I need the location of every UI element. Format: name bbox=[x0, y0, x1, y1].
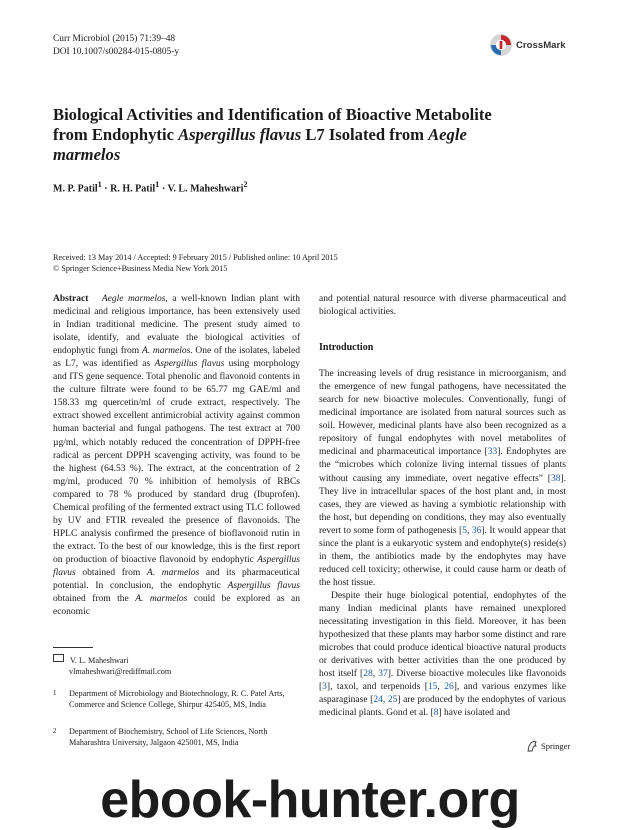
species-name: Aspergillus flavus bbox=[227, 581, 300, 592]
citation-link[interactable]: 5 bbox=[462, 525, 467, 536]
body-text: , bbox=[382, 695, 388, 706]
title-text: Biological Activities and Identification of Bioactive Metabolite from Endophytic bbox=[53, 105, 492, 144]
title-text-2: L7 Isolated from bbox=[301, 125, 429, 144]
crossmark-badge[interactable] bbox=[489, 30, 571, 60]
doi[interactable]: DOI 10.1007/s00284-015-0805-y bbox=[53, 46, 180, 57]
abstract-heading: Abstract bbox=[53, 294, 89, 304]
affiliation-1 bbox=[53, 688, 300, 710]
body-text: ] have isolated and bbox=[438, 708, 511, 719]
affiliation-number: 1 bbox=[53, 690, 57, 697]
citation-link[interactable]: 8 bbox=[433, 708, 439, 719]
author-affiliation-mark: 2 bbox=[243, 180, 248, 189]
species-name: A. marmelos. bbox=[141, 346, 193, 357]
author-affiliation-mark: 1 bbox=[155, 180, 160, 189]
section-heading-introduction: Introduction bbox=[319, 342, 374, 354]
abstract-text: One of the isolates, labeled as L7, was identified as bbox=[53, 346, 301, 370]
title-species: Aspergillus flavus bbox=[178, 125, 302, 144]
body-text: , bbox=[437, 682, 445, 693]
body-text: ], taxol, and terpenoids [ bbox=[326, 682, 428, 693]
crossmark-icon bbox=[489, 33, 513, 57]
title-plant: Aegle marmelos bbox=[53, 125, 467, 164]
body-paragraph bbox=[319, 590, 566, 720]
abstract-text: could be explored as an economic bbox=[53, 594, 300, 618]
author-separator: · bbox=[159, 183, 168, 195]
affiliation-text: Department of Biochemistry, School of Life Sciences, North Maharashtra University, Jalgaon 425001, MS, India bbox=[69, 727, 268, 747]
abstract-text: and its pharmaceutical potential. In conclusion, the endophytic bbox=[53, 567, 300, 592]
abstract-text: a well-known Indian plant with medicinal and religious importance, has been extensively used in Indian traditional medicine. The present study aimed to isolate, identify, and evaluate the biological activities of endophytic fungi from bbox=[53, 294, 300, 357]
body-text: , bbox=[466, 525, 472, 536]
article-history bbox=[53, 252, 338, 274]
citation-link[interactable]: 15 bbox=[427, 682, 438, 693]
body-text: ]. Endophytes are the “microbes which colonize living internal tissues of plants without causing any immediate, overt negative effects” [ bbox=[319, 447, 566, 484]
crossmark-label: CrossMark bbox=[516, 39, 566, 51]
body-text: ], and various enzymes like asparaginase [ bbox=[319, 682, 567, 706]
author-affiliation-mark: 1 bbox=[97, 180, 102, 189]
body-paragraph bbox=[319, 368, 566, 590]
abstract-text: obtained from bbox=[75, 567, 147, 578]
citation-link[interactable]: 37 bbox=[378, 669, 388, 680]
citation-link[interactable]: 38 bbox=[550, 473, 561, 484]
correspondence-note bbox=[53, 655, 300, 677]
copyright-line: © Springer Science+Business Media New York 2015 bbox=[53, 264, 228, 273]
corresponding-author: V. L. Maheshwari bbox=[70, 656, 129, 665]
author-email[interactable]: vlmaheshwari@rediffmail.com bbox=[69, 667, 172, 676]
abstract-text: using morphology and ITS gene sequence. Total phenolic and flavonoid contents in the culture filtrate were found to be 65.77 mg GAE/ml and 158.33 mg quercetin/ml of crude extract, respectively. The extract showed excellent antimicrobial activity against common human bacterial and fungal pathogens. The test extract at 700 µg/ml, which notably reduced the concentration of DPPH-free radical as percent DPPH scavenging activity, was found to be the highest (64.53 %). The extract, at the concentration of 2 mg/ml, produced 70 % inhibition of hemolysis of RBCs compared to 78 % produced by standard drug (Ibuprofen). Chemical profiling of the fermented extract using TLC followed by UV and FTIR revealed the presence of flavonoids. The HPLC analysis confirmed the presence of bioflavonoid rutin in the extract. To the best of our knowledge, this is the first report on production of bioactive flavonoid by endophytic bbox=[53, 359, 300, 565]
citation-link[interactable]: 3 bbox=[322, 682, 327, 693]
affiliation-number: 2 bbox=[53, 728, 57, 735]
abstract-text: obtained from the bbox=[53, 594, 136, 605]
body-text: ]. Diverse bioactive molecules like flavonoids [ bbox=[319, 669, 566, 693]
body-text: ]. It would appear that since the plant is a eukaryotic system and endophyte(s) reside(s) in them, the antibiotics made by the endophytes may have reduced cell toxicity; otherwise, it could cause harm or death of the host tissue. bbox=[319, 525, 566, 588]
citation-link[interactable]: 28 bbox=[363, 669, 373, 680]
citation-link[interactable]: 25 bbox=[387, 695, 398, 706]
affiliation-2 bbox=[53, 726, 300, 748]
article-title bbox=[53, 105, 523, 165]
journal-issue: Curr Microbiol (2015) 71:39–48 bbox=[53, 34, 176, 44]
species-name: A. marmelos bbox=[146, 567, 200, 578]
citation-link[interactable]: 36 bbox=[471, 525, 482, 536]
author-name: M. P. Patil bbox=[53, 183, 98, 195]
author-separator: · bbox=[101, 183, 111, 195]
species-name: Aspergillus flavus bbox=[154, 359, 225, 370]
envelope-icon bbox=[53, 654, 64, 662]
abstract-continuation: and potential natural resource with diverse pharmaceutical and biological activities. bbox=[319, 294, 566, 318]
species-name: Aspergillus flavus bbox=[53, 554, 300, 578]
site-watermark: ebook-hunter.org bbox=[100, 771, 520, 829]
species-name: A. marmelos bbox=[135, 594, 188, 605]
publication-dates: Received: 13 May 2014 / Accepted: 9 February 2015 / Published online: 10 April 2015 bbox=[53, 253, 338, 262]
author-name: R. H. Patil bbox=[110, 183, 156, 195]
footnote-divider bbox=[53, 647, 93, 648]
body-text: ] are produced by the endophytes of various medicinal plants. Gond et al. [ bbox=[319, 695, 566, 719]
journal-citation bbox=[53, 33, 179, 58]
species-name: Aegle marmelos, bbox=[101, 294, 168, 304]
body-text: ]. They live in intracellular spaces of the host plant and, in most cases, they are viewed as having a symbiotic relationship with the host, but depending on conditions, they may also eventually revert to some form of pathogenesis [ bbox=[319, 473, 566, 536]
author-name: V. L. Maheshwari bbox=[167, 183, 244, 195]
abstract-column bbox=[53, 293, 300, 619]
citation-link[interactable]: 26 bbox=[444, 682, 454, 693]
body-text: , bbox=[372, 669, 379, 680]
affiliation-text: Department of Microbiology and Biotechnology, R. C. Patel Arts, Commerce and Science College, Shirpur 425405, MS, India bbox=[69, 689, 285, 709]
author-list bbox=[53, 180, 248, 194]
abstract-paragraph bbox=[53, 293, 300, 619]
publisher-name: Springer bbox=[541, 741, 571, 751]
body-text: The increasing levels of drug resistance in microorganism, and the emergence of new fungal pathogens, have necessitated the search for new bioactive molecules. Conventionally, fungi of medicinal importance are isolated from natural sources such as soil. However, medicinal plants have also been recognized as a repository of fungal endophytes with novel metabolites of medicinal and pharmaceutical importance [ bbox=[319, 369, 566, 458]
springer-horse-icon bbox=[526, 740, 538, 752]
citation-link[interactable]: 33 bbox=[487, 447, 498, 458]
publisher-logo bbox=[526, 740, 570, 752]
body-column bbox=[319, 293, 566, 720]
body-text: Despite their huge biological potential, endophytes of the many Indian medicinal plants have remained unexplored necessitating investigation in this field. Moreover, it has been hypothesized that these plants may harbor some distinct and rare microbes that could produce identical bioactive natural products or derivatives with better activities than the one produced by host itself [ bbox=[319, 590, 566, 680]
citation-link[interactable]: 24 bbox=[373, 695, 383, 706]
